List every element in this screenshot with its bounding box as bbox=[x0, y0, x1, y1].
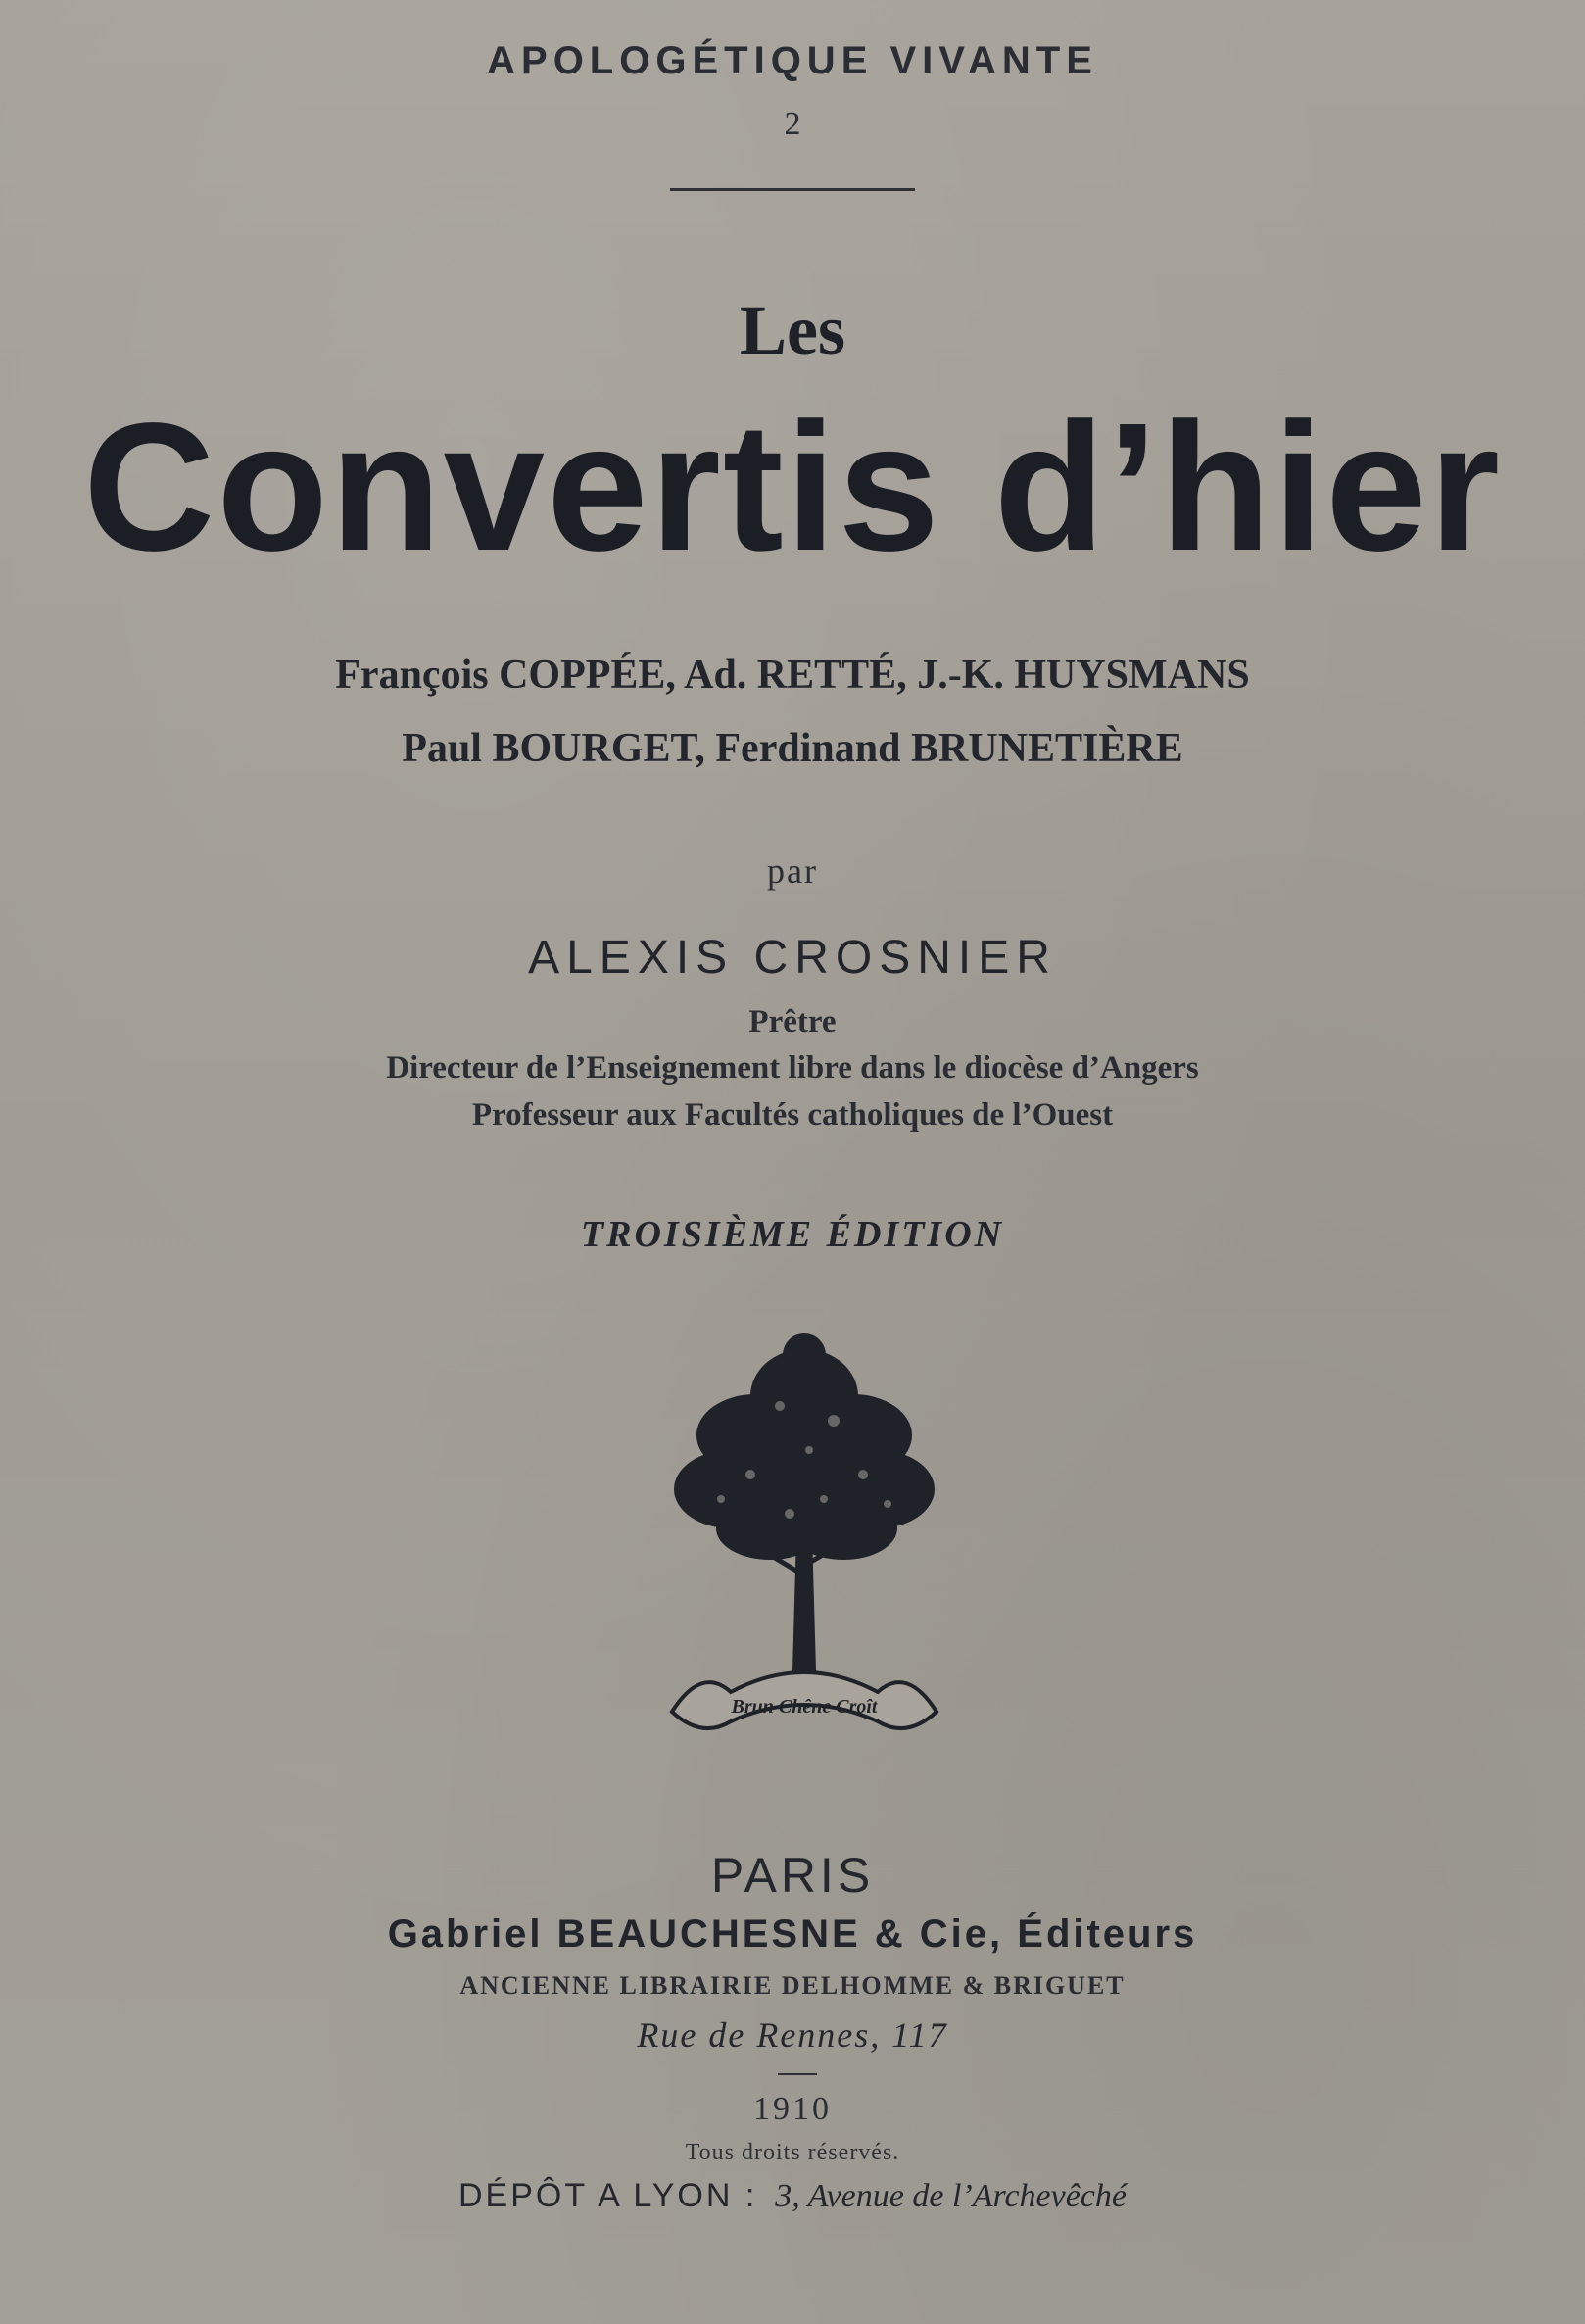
imprint-rights: Tous droits réservés. bbox=[685, 2140, 900, 2165]
series-number: 2 bbox=[784, 106, 801, 142]
imprint-publisher: Gabriel BEAUCHESNE & Cie, Éditeurs bbox=[387, 1912, 1198, 1956]
byline-par: par bbox=[767, 851, 818, 891]
author-role-3: Professeur aux Facultés catholiques de l’Ouest bbox=[471, 1097, 1114, 1133]
author-role-2: Directeur de l’Enseignement libre dans le diocèse d’Angers bbox=[386, 1050, 1199, 1086]
imprint-former-bookshop: ANCIENNE LIBRAIRIE DELHOMME & BRIGUET bbox=[459, 1971, 1126, 2000]
depot-address: 3, Avenue de l’Archevêché bbox=[775, 2178, 1127, 2214]
subjects-line-2: Paul BOURGET, Ferdinand BRUNETIÈRE bbox=[402, 726, 1183, 771]
title-prefix: Les bbox=[740, 291, 845, 369]
series-name: APOLOGÉTIQUE VIVANTE bbox=[487, 39, 1098, 82]
imprint-year: 1910 bbox=[753, 2091, 832, 2127]
edition-label: TROISIÈME ÉDITION bbox=[580, 1214, 1005, 1255]
author-role-1: Prêtre bbox=[748, 1004, 837, 1040]
author-name: ALEXIS CROSNIER bbox=[528, 932, 1057, 984]
book-title: Convertis d’hier bbox=[83, 386, 1502, 589]
subjects-line-1: François COPPÉE, Ad. RETTÉ, J.-K. HUYSMANS bbox=[335, 653, 1250, 698]
imprint-rule bbox=[778, 2073, 817, 2075]
header-rule bbox=[670, 188, 915, 191]
emblem-motto: Brun Chêne Croît bbox=[731, 1696, 878, 1718]
imprint-city: PARIS bbox=[710, 1848, 875, 1903]
imprint-depot bbox=[0, 2177, 1585, 2215]
depot-label: DÉPÔT A LYON : bbox=[458, 2177, 758, 2214]
tree-emblem-icon bbox=[662, 1328, 946, 1749]
imprint-street: Rue de Rennes, 117 bbox=[637, 2015, 948, 2055]
